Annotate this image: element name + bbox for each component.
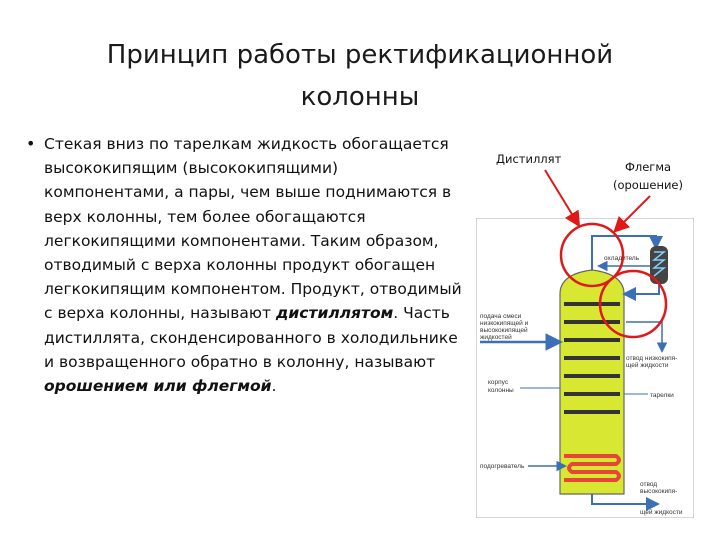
label-feed-1: подача смеси <box>480 313 522 320</box>
label-reflux-line1: Флегма <box>624 160 672 174</box>
label-heater: подогреватель <box>480 463 525 470</box>
label-highboil-1: отвод <box>640 481 658 488</box>
label-highboil-3: щей жидкости <box>640 509 683 516</box>
title-line-2: колонны <box>300 82 420 112</box>
label-shell-2: колонны <box>488 387 514 394</box>
label-lowboil-2: щей жидкости <box>626 362 669 369</box>
label-highboil-2: высококипя- <box>640 488 678 495</box>
label-lowboil-1: отвод низкокипя- <box>626 355 678 362</box>
label-feed-4: жидкостей <box>480 334 512 341</box>
term-distillate: дистиллятом <box>275 304 394 323</box>
distillate-pointer-arrow <box>545 170 578 224</box>
label-cooler: охладитель <box>604 255 640 262</box>
reflux-highlight-circle <box>600 271 666 337</box>
label-feed-3: высококипящей <box>480 327 528 334</box>
label-feed-2: низкокипящей и <box>480 320 529 327</box>
label-reflux-line2: (орошение) <box>612 178 683 192</box>
label-trays: тарелки <box>650 392 674 399</box>
bullet-marker: • <box>26 134 36 153</box>
label-distillate: Дистиллят <box>496 152 562 166</box>
reflux-pointer-arrow <box>616 196 650 230</box>
text-part-1: Стекая вниз по тарелкам жидкость обогащается высококипящим (высококипящими) компонентами, а пары, чем выше поднимаются в верх колонны, тем более обогащаются легкокипящими компонентами. Таким образом, отводимый с верха колонны продукт обогащен легкокипящим компонентом. Продукт, отводимый с верха колонны, называют <box>44 135 462 323</box>
term-reflux: орошением или флегмой <box>44 377 272 396</box>
text-part-2: . Часть дистиллята, сконденсированного в холодильнике и возвращенного обратно в колонну, называют <box>44 304 458 371</box>
text-part-3: . <box>271 377 277 396</box>
label-shell-1: корпус <box>488 379 509 386</box>
title-line-1: Принцип работы ректификационной <box>106 40 614 70</box>
